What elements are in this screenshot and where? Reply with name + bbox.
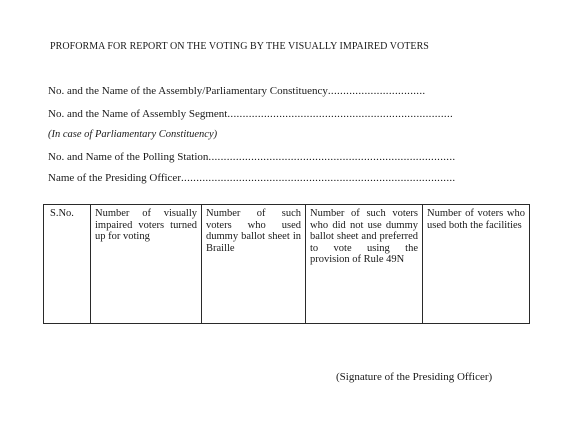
presiding-officer-blank: ..........................................................................................: [180, 172, 456, 184]
assembly-segment-blank: ..........................................................................: [227, 108, 454, 120]
constituency-field: [48, 85, 425, 97]
header-visually-impaired-turnout: Number of visually impaired voters turned up for voting: [91, 205, 202, 324]
table-header-row: [44, 205, 530, 324]
presiding-officer-label: Name of the Presiding Officer: [48, 172, 181, 184]
constituency-blank: ................................: [327, 85, 426, 97]
presiding-officer-field: [48, 172, 455, 184]
header-rule-49n: Number of such voters who did not use dummy ballot sheet and preferred to vote using the provision of Rule 49N: [306, 205, 423, 324]
assembly-segment-label: No. and the Name of Assembly Segment: [48, 108, 228, 120]
form-title: PROFORMA FOR REPORT ON THE VOTING BY THE VISUALLY IMPAIRED VOTERS: [50, 41, 429, 52]
header-braille-users: Number of such voters who used dummy ballot sheet in Braille: [202, 205, 306, 324]
header-sno: S.No.: [44, 205, 91, 324]
assembly-segment-field: [48, 108, 453, 120]
polling-station-blank: .................................................................................: [208, 151, 456, 163]
polling-station-label: No. and Name of the Polling Station: [48, 151, 209, 163]
header-both-facilities: Number of voters who used both the facilities: [423, 205, 530, 324]
polling-station-field: [48, 151, 455, 163]
signature-line: (Signature of the Presiding Officer): [336, 371, 493, 383]
parliamentary-note: [48, 129, 217, 140]
voting-report-table: [43, 204, 530, 324]
constituency-label: No. and the Name of the Assembly/Parliamentary Constituency: [48, 85, 328, 97]
parliamentary-note-label: (In case of Parliamentary Constituency): [48, 129, 218, 140]
